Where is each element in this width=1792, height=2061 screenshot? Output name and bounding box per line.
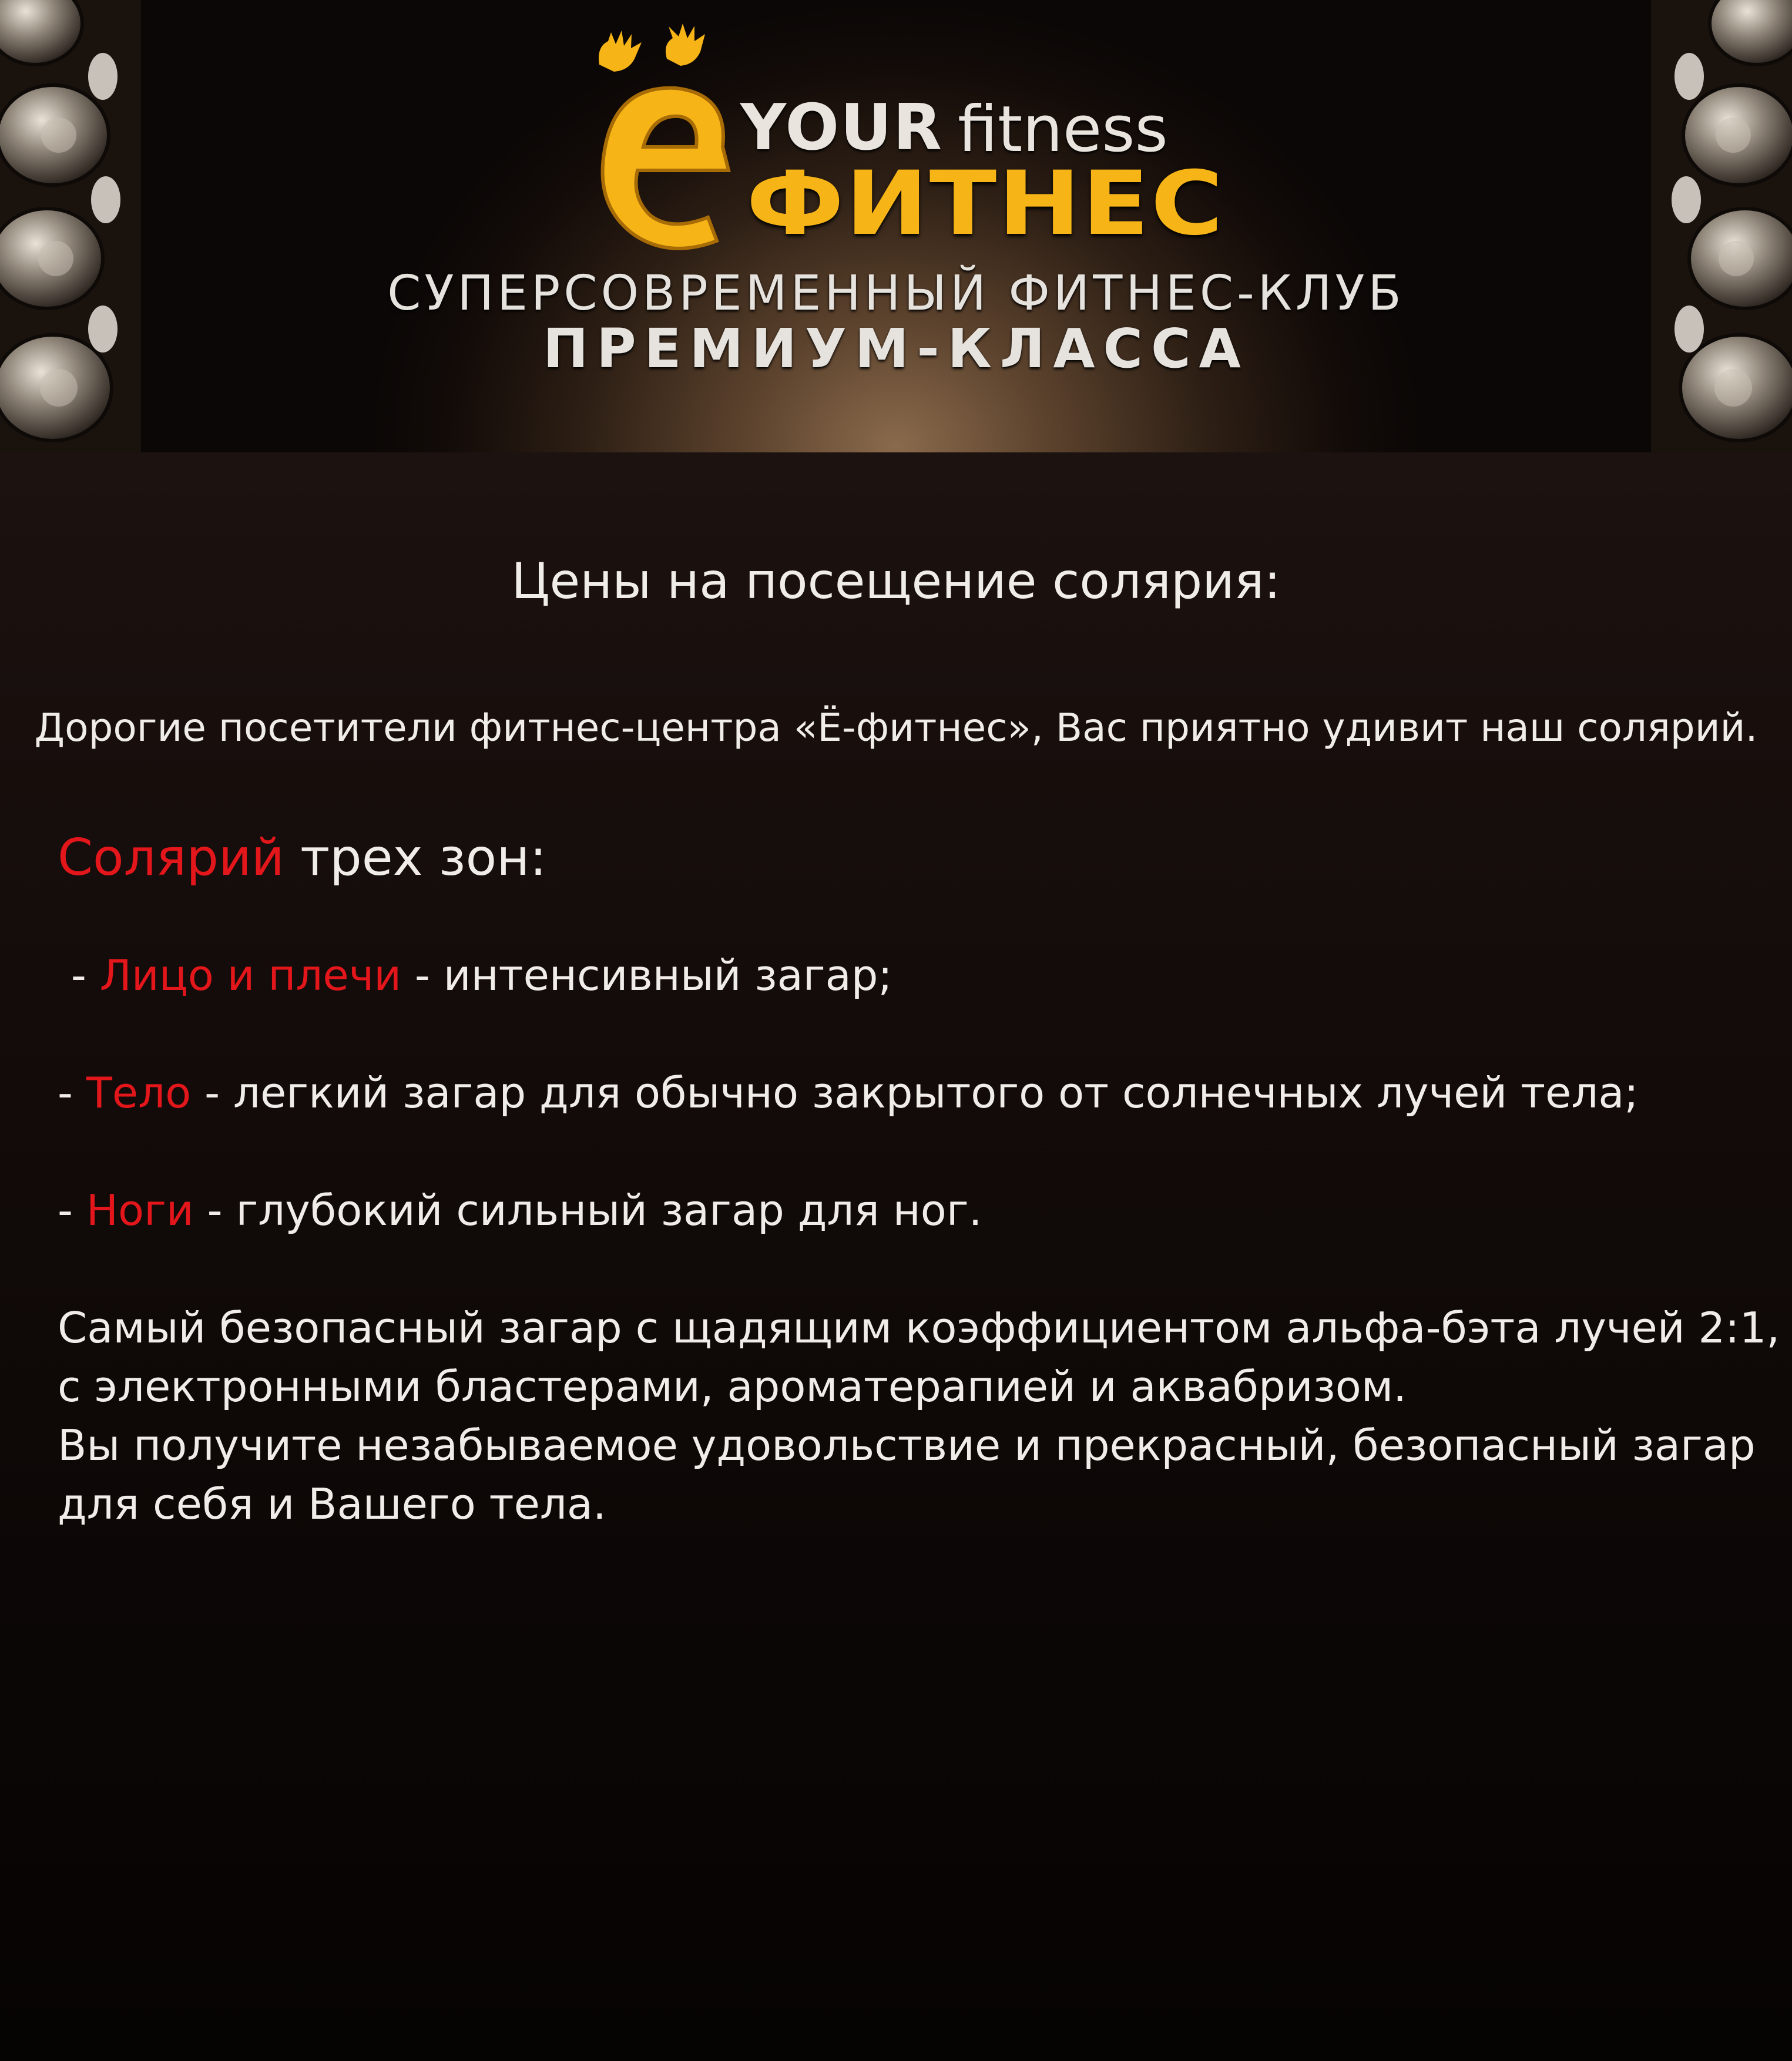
logo-letter-e-icon xyxy=(582,47,758,259)
description-line: для себя и Вашего тела. xyxy=(58,1479,606,1529)
page-title: Цены на посещение солярия: xyxy=(511,552,1281,610)
zone-desc: - легкий загар для обычно закрытого от солнечных лучей тела; xyxy=(191,1068,1639,1117)
slogan-line-2: ПРЕМИУМ-КЛАССА xyxy=(543,317,1249,380)
header-banner xyxy=(0,0,1792,452)
zone-name: Ноги xyxy=(86,1186,194,1235)
zone-name: Тело xyxy=(86,1068,192,1117)
list-item xyxy=(58,951,892,1000)
main-content xyxy=(0,452,1792,2061)
dumbbell-rack-right-image xyxy=(1651,0,1792,452)
logo-your-text: YOUR xyxy=(740,91,944,165)
description-line: с электронными бластерами, ароматерапией и аквабризом. xyxy=(58,1362,1407,1411)
zones-title-highlight: Солярий xyxy=(58,828,284,887)
description-line: Самый безопасный загар с щадящим коэффициентом альфа-бэта лучей 2:1, xyxy=(58,1303,1780,1352)
zone-desc: - интенсивный загар; xyxy=(401,951,892,1000)
zone-prefix: - xyxy=(58,1068,86,1117)
dumbbell-rack-left-image xyxy=(0,0,141,452)
description-line: Вы получите незабываемое удовольствие и прекрасный, безопасный загар xyxy=(58,1421,1756,1470)
logo-fitnes-ru-text: ФИТНЕС xyxy=(746,153,1224,255)
zones-title xyxy=(58,828,546,887)
list-item xyxy=(58,1186,982,1235)
zone-prefix: - xyxy=(58,951,100,1000)
zone-desc: - глубокий сильный загар для ног. xyxy=(193,1186,982,1235)
logo-fitness-text: fitness xyxy=(958,93,1168,166)
list-item xyxy=(58,1068,1639,1117)
slogan-line-1: СУПЕРСОВРЕМЕННЫЙ ФИТНЕС-КЛУБ xyxy=(387,266,1405,321)
brand-logo xyxy=(582,24,1224,259)
zone-name: Лицо и плечи xyxy=(99,951,402,1000)
zone-prefix: - xyxy=(58,1186,86,1235)
zones-title-rest: трех зон: xyxy=(284,828,547,887)
intro-text: Дорогие посетители фитнес-центра «Ё-фитнес», Вас приятно удивит наш солярий. xyxy=(34,705,1758,750)
